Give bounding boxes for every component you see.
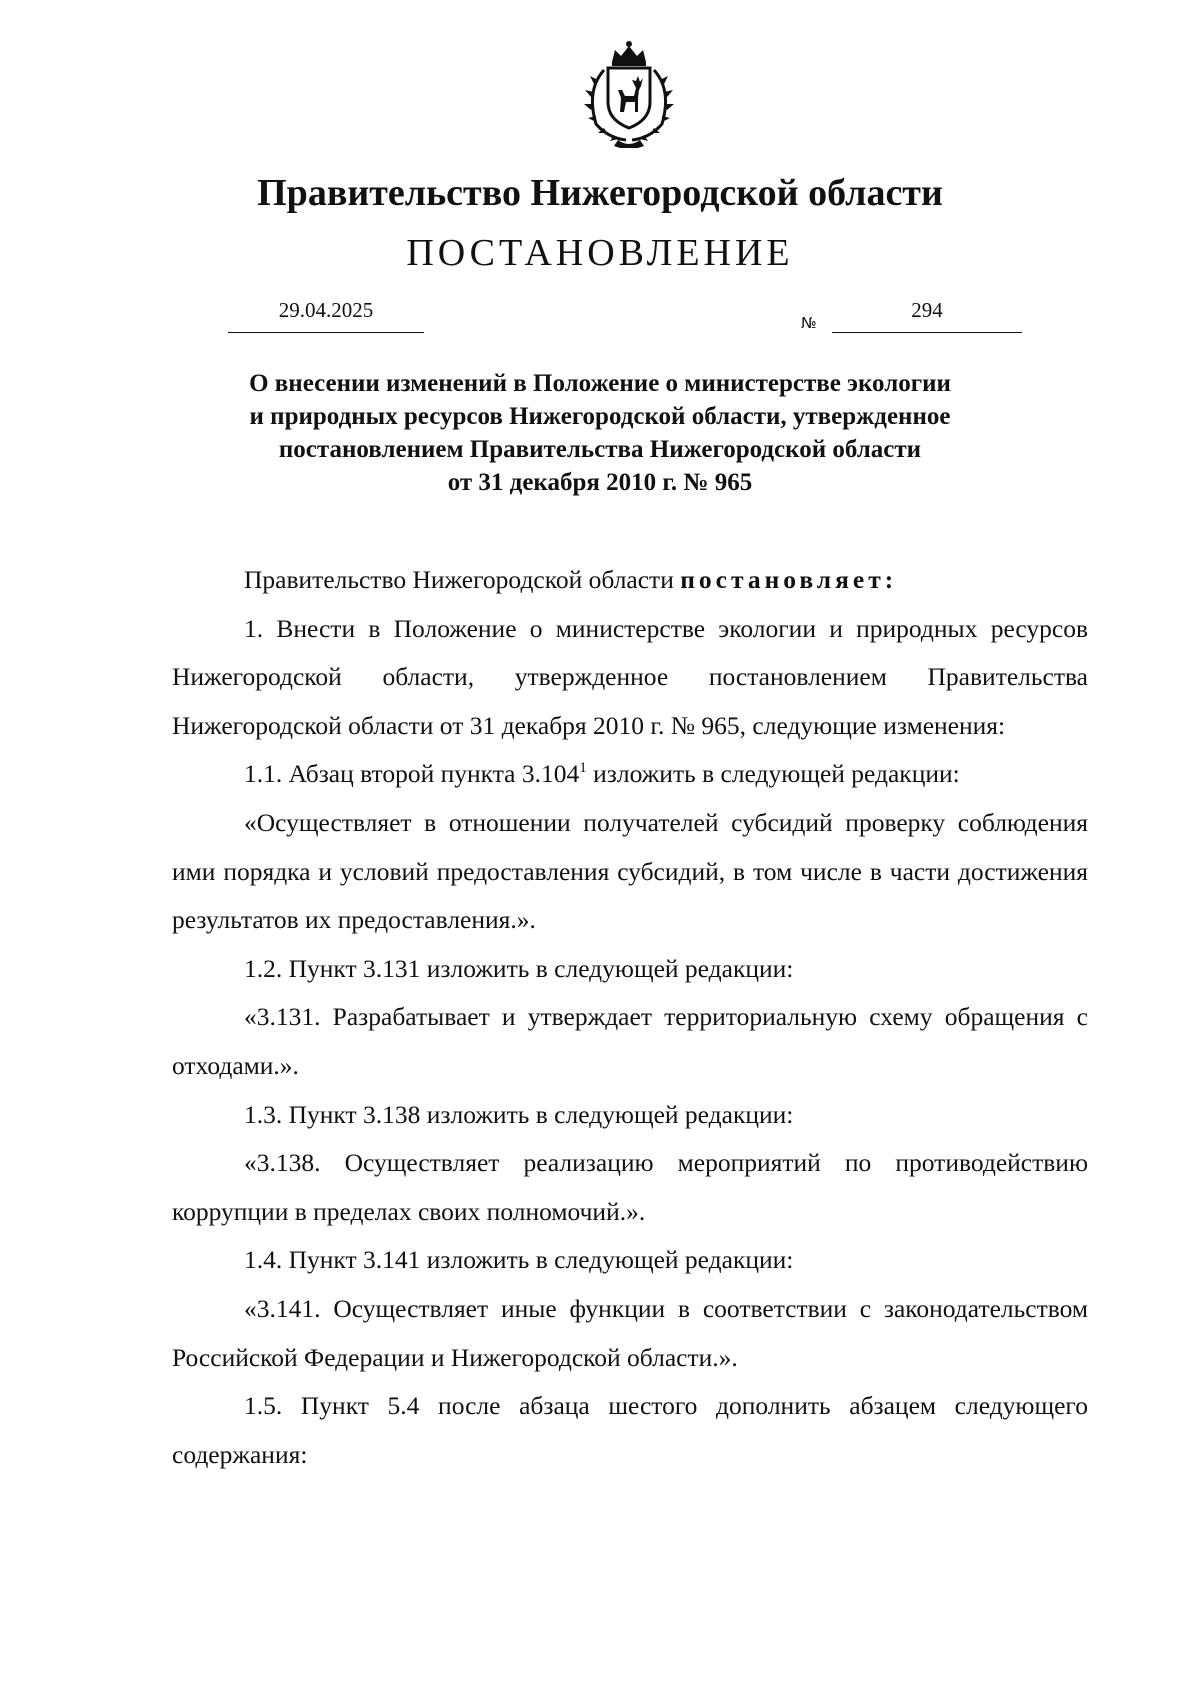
paragraph-1-1-text: 1.1. Абзац второй пункта 3.104 [244,759,580,789]
title-line: О внесении изменений в Положение о министерстве экологии [249,370,951,397]
registration-date: 29.04.2025 [278,298,374,322]
quote-4: «3.141. Осуществляет иные функции в соответствии с законодательством Российской Федерации и Нижегородской области.». [172,1293,1088,1372]
number-sign: № [801,314,817,332]
quote-2: «3.131. Разрабатывает и утверждает территориальную схему обращения с отходами.». [172,1002,1088,1080]
paragraph-1-1-text-end: изложить в следующей редакции: [586,759,960,789]
document-type: ПОСТАНОВЛЕНИЕ [406,232,794,274]
government-name: Правительство Нижегородской области [257,172,943,214]
quote-1: «Осуществляет в отношении получателей субсидий проверку соблюдения ими порядка и условий предоставления субсидий, в том числе в части достижения результатов их предоставления.». [172,807,1088,935]
registration-number-field [832,296,1022,333]
paragraph-1-3: 1.3. Пункт 3.138 изложить в следующей редакции: [244,1099,794,1129]
superscript-index: 1 [579,760,587,777]
paragraph-1-1 [172,750,1088,799]
paragraph-1-5: 1.5. Пункт 5.4 после абзаца шестого дополнить абзацем следующего содержания: [172,1391,1088,1469]
paragraph-1: 1. Внести в Положение о министерстве экологии и природных ресурсов Нижегородской области, утвержденное постановлением Правительства Нижегородской области от 31 декабря 2010 г. № 965, следующие изменения: [172,613,1088,740]
title-line: и природных ресурсов Нижегородской области, утвержденное [249,403,951,430]
resolves-word: постановляет: [680,565,898,594]
registration-number: 294 [911,298,943,322]
document-body [172,556,1088,1479]
document-title [180,367,1020,499]
preamble-text: Правительство Нижегородской области [244,565,674,594]
quote-3: «3.138. Осуществляет реализацию мероприятий по противодействию коррупции в пределах своих полномочий.». [172,1148,1088,1226]
coat-of-arms-icon [568,40,690,148]
registration-date-field [228,296,424,333]
paragraph-1-2: 1.2. Пункт 3.131 изложить в следующей редакции: [244,953,794,983]
title-line: от 31 декабря 2010 г. № 965 [447,469,753,496]
paragraph-1-4: 1.4. Пункт 3.141 изложить в следующей редакции: [244,1245,794,1275]
title-line: постановлением Правительства Нижегородской области [278,436,922,463]
preamble-paragraph [172,556,1088,605]
